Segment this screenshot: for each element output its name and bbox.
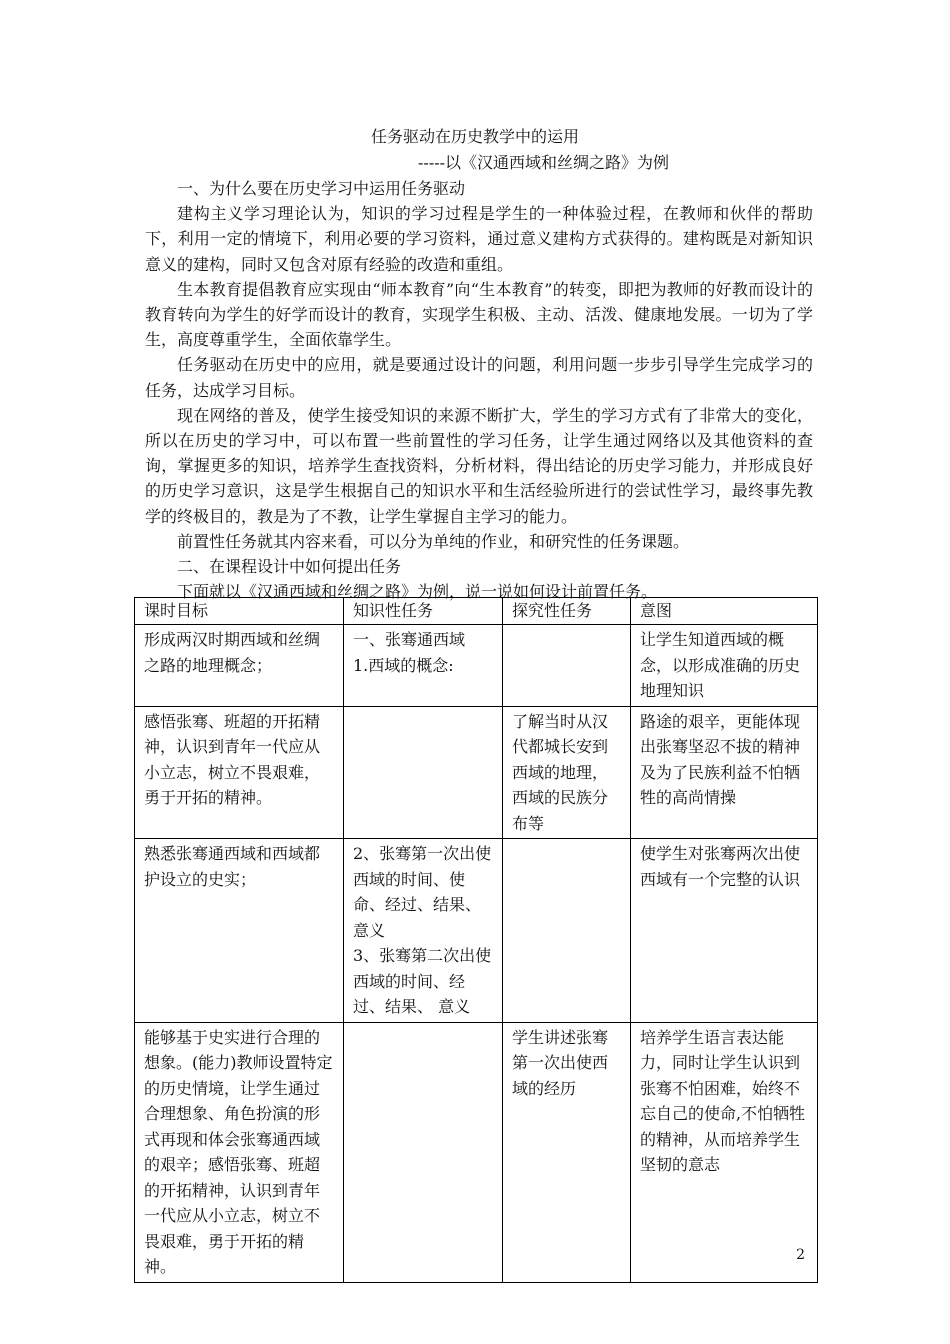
page-number: 2	[796, 1247, 805, 1263]
header-goal: 课时目标	[135, 598, 344, 625]
cell-intent: 培养学生语言表达能力，同时让学生认识到张骞不怕困难，始终不忘自己的使命,不怕牺牲的精神，从而培养学生坚韧的意志	[631, 1022, 818, 1282]
cell-inquiry	[503, 625, 631, 707]
paragraph: 建构主义学习理论认为，知识的学习过程是学生的一种体验过程，在教师和伙伴的帮助下，利用一定的情境下，利用必要的学习资料，通过意义建构方式获得的。建构既是对新知识意义的建构，同时又包含对原有经验的改造和重组。	[145, 204, 813, 274]
table-row	[135, 839, 818, 1023]
table-header-row	[135, 598, 818, 625]
table-row	[135, 625, 818, 707]
cell-goal: 形成两汉时期西域和丝绸之路的地理概念；	[135, 625, 344, 707]
cell-inquiry: 了解当时从汉代都城长安到西域的地理，西域的民族分布等	[503, 706, 631, 839]
cell-intent: 使学生对张骞两次出使西域有一个完整的认识	[631, 839, 818, 1023]
header-intent: 意图	[631, 598, 818, 625]
cell-goal: 熟悉张骞通西域和西域都护设立的史实；	[135, 839, 344, 1023]
cell-inquiry	[503, 839, 631, 1023]
document-subtitle: -----以《汉通西域和丝绸之路》为例	[418, 153, 670, 172]
cell-intent: 让学生知道西域的概念，以形成准确的历史地理知识	[631, 625, 818, 707]
header-knowledge-task: 知识性任务	[344, 598, 503, 625]
cell-goal: 能够基于史实进行合理的想象。(能力)教师设置特定的历史情境，让学生通过合理想象、角色扮演的形式再现和体会张骞通西域的艰辛；感悟张骞、班超的开拓精神，认识到青年一代应从小立志，树立不畏艰难，勇于开拓的精神。	[135, 1022, 344, 1282]
cell-goal: 感悟张骞、班超的开拓精神，认识到青年一代应从小立志，树立不畏艰难，勇于开拓的精神。	[135, 706, 344, 839]
paragraph: 前置性任务就其内容来看，可以分为单纯的作业，和研究性的任务课题。	[177, 531, 690, 551]
section-heading: 一、为什么要在历史学习中运用任务驱动	[177, 179, 466, 198]
knowledge-line: 3、张骞第二次出使西域的时间、经过、结果、 意义	[353, 946, 492, 1016]
header-inquiry-task: 探究性任务	[503, 598, 631, 625]
cell-knowledge	[344, 1022, 503, 1282]
paragraph: 生本教育提倡教育应实现由“师本教育”向“生本教育”的转变，即把为教师的好教而设计的教育转向为学生的好学而设计的教育，实现学生积极、主动、活泼、健康地发展。一切为了学生，高度尊重学生，全面依靠学生。	[145, 279, 813, 350]
cell-knowledge	[344, 625, 503, 707]
cell-intent: 路途的艰辛，更能体现出张骞坚忍不拔的精神及为了民族利益不怕牺牲的高尚情操	[631, 706, 818, 839]
table-row	[135, 1022, 818, 1282]
cell-knowledge	[344, 839, 503, 1023]
document-title: 任务驱动在历史教学中的运用	[370, 127, 579, 146]
cell-inquiry: 学生讲述张骞第一次出使西域的经历	[503, 1022, 631, 1282]
section-heading: 二、在课程设计中如何提出任务	[177, 557, 402, 577]
table-row	[135, 706, 818, 839]
knowledge-line: 2、张骞第一次出使西域的时间、使命、经过、结果、意义	[353, 844, 492, 940]
body-text	[145, 176, 813, 604]
knowledge-line: 1.西域的概念:	[353, 655, 454, 675]
cell-knowledge	[344, 706, 503, 839]
knowledge-line: 一、张骞通西域	[353, 630, 466, 649]
paragraph: 现在网络的普及，使学生接受知识的来源不断扩大，学生的学习方式有了非常大的变化，所以在历史的学习中，可以布置一些前置性的学习任务，让学生通过网络以及其他资料的查询，掌握更多的知识，培养学生查找资料，分析材料，得出结论的历史学习能力，并形成良好的历史学习意识，这是学生根据自己的知识水平和生活经验所进行的尝试性学习，最终事先教学的终极目的，教是为了不教，让学生掌握自主学习的能力。	[145, 405, 813, 526]
lesson-plan-table	[134, 597, 818, 1283]
paragraph: 下面就以《汉通西域和丝绸之路》为例，说一说如何设计前置任务。	[177, 582, 658, 602]
paragraph: 任务驱动在历史中的应用，就是要通过设计的问题，利用问题一步步引导学生完成学习的任务，达成学习目标。	[145, 355, 813, 400]
